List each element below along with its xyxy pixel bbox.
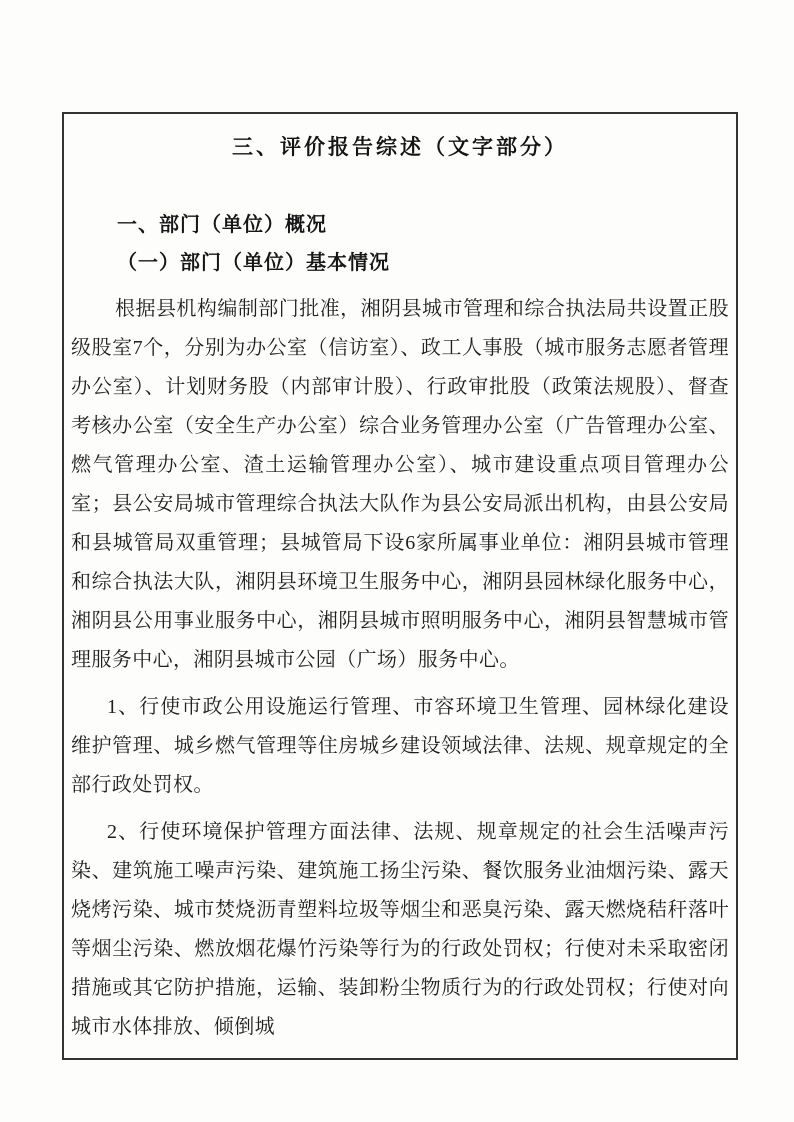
paragraph-item-2: 2、行使环境保护管理方面法律、法规、规章规定的社会生活噪声污染、建筑施工噪声污染、建筑施工扬尘污染、餐饮服务业油烟污染、露天烧烤污染、城市焚烧沥青塑料垃圾等烟尘和恶臭污染、露天燃烧秸秆落叶等烟尘污染、燃放烟花爆竹污染等行为的行政处罚权；行使对未采取密闭措施或其它防护措施，运输、装卸粉尘物质行为的行政处罚权；行使对向城市水体排放、倾倒城 [71, 821, 729, 1038]
subsection-heading: （一）部门（单位）基本情况 [117, 252, 390, 274]
paragraph-item-1: 1、行使市政公用设施运行管理、市容环境卫生管理、园林绿化建设维护管理、城乡燃气管理等住房城乡建设领域法律、法规、规章规定的全部行政处罚权。 [71, 696, 729, 796]
document-body [71, 206, 729, 1047]
section-heading: 一、部门（单位）概况 [117, 214, 327, 236]
document-title: 三、评价报告综述（文字部分） [232, 135, 568, 159]
paragraph-department-overview: 根据县机构编制部门批准，湘阴县城市管理和综合执法局共设置正股级股室7个，分别为办公室（信访室）、政工人事股（城市服务志愿者管理办公室）、计划财务股（内部审计股）、行政审批股（政策法规股）、督查考核办公室（安全生产办公室）综合业务管理办公室（广告管理办公室、燃气管理办公室、渣土运输管理办公室）、城市建设重点项目管理办公室；县公安局城市管理综合执法大队作为县公安局派出机构，由县公安局和县城管局双重管理；县城管局下设6家所属事业单位：湘阴县城市管理和综合执法大队，湘阴县环境卫生服务中心，湘阴县园林绿化服务中心，湘阴县公用事业服务中心，湘阴县城市照明服务中心，湘阴县智慧城市管理服务中心，湘阴县城市公园（广场）服务中心。 [71, 298, 729, 671]
document-border-frame [62, 112, 738, 1060]
